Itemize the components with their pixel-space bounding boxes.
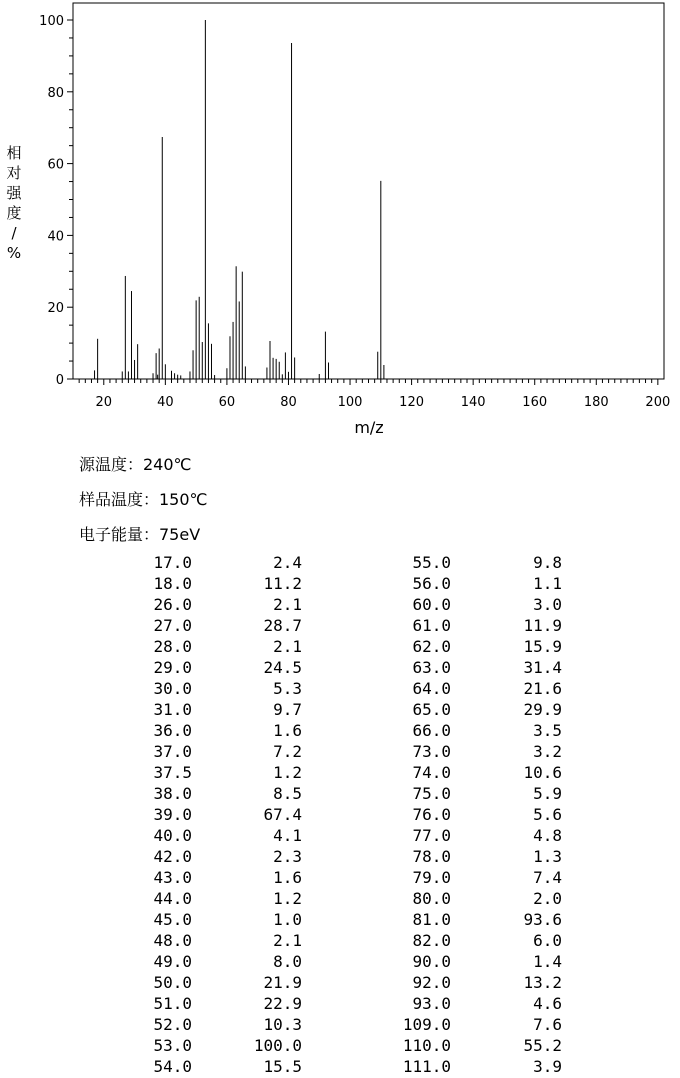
relative-abundance: 5.6 xyxy=(533,805,562,824)
relative-abundance: 5.9 xyxy=(533,784,562,803)
relative-abundance: 1.1 xyxy=(533,574,562,593)
mz-value: 17.0 xyxy=(153,553,192,572)
relative-abundance: 2.1 xyxy=(273,931,302,950)
relative-abundance: 3.9 xyxy=(533,1057,562,1076)
mz-value: 37.5 xyxy=(153,763,192,782)
mz-value: 56.0 xyxy=(412,574,451,593)
mz-value: 51.0 xyxy=(153,994,192,1013)
mz-value: 79.0 xyxy=(412,868,451,887)
mz-value: 80.0 xyxy=(412,889,451,908)
mz-value: 50.0 xyxy=(153,973,192,992)
relative-abundance: 11.9 xyxy=(523,616,562,635)
relative-abundance: 67.4 xyxy=(263,805,302,824)
y-tick-label: 60 xyxy=(47,157,64,173)
relative-abundance: 1.0 xyxy=(273,910,302,929)
mz-value: 52.0 xyxy=(153,1015,192,1034)
relative-abundance: 7.2 xyxy=(273,742,302,761)
relative-abundance: 31.4 xyxy=(523,658,562,677)
x-tick-label: 140 xyxy=(460,395,486,410)
mz-value: 27.0 xyxy=(153,616,192,635)
mz-value: 92.0 xyxy=(412,973,451,992)
relative-abundance: 7.6 xyxy=(533,1015,562,1034)
mz-value: 26.0 xyxy=(153,595,192,614)
relative-abundance: 13.2 xyxy=(523,973,562,992)
mz-value: 36.0 xyxy=(153,721,192,740)
relative-abundance: 4.6 xyxy=(533,994,562,1013)
relative-abundance: 2.4 xyxy=(273,553,302,572)
mz-value: 44.0 xyxy=(153,889,192,908)
mz-value: 54.0 xyxy=(153,1057,192,1076)
mz-value: 93.0 xyxy=(412,994,451,1013)
relative-abundance: 9.8 xyxy=(533,553,562,572)
mz-value: 43.0 xyxy=(153,868,192,887)
relative-abundance: 28.7 xyxy=(263,616,302,635)
mz-value: 78.0 xyxy=(412,847,451,866)
relative-abundance: 6.0 xyxy=(533,931,562,950)
relative-abundance: 1.2 xyxy=(273,889,302,908)
electron-energy: 电子能量：75eV xyxy=(79,525,201,544)
peak-table-right xyxy=(0,553,680,1078)
x-tick-label: 120 xyxy=(399,395,425,410)
mz-value: 90.0 xyxy=(412,952,451,971)
mz-value: 30.0 xyxy=(153,679,192,698)
mz-value: 49.0 xyxy=(153,952,192,971)
mz-value: 63.0 xyxy=(412,658,451,677)
mz-value: 82.0 xyxy=(412,931,451,950)
plot-frame xyxy=(73,3,664,379)
axis-ticks xyxy=(67,20,658,385)
x-tick-label: 20 xyxy=(95,395,113,410)
x-tick-label: 60 xyxy=(218,395,236,410)
mz-value: 31.0 xyxy=(153,700,192,719)
mz-value: 111.0 xyxy=(402,1057,451,1076)
x-tick-label: 40 xyxy=(157,395,174,410)
relative-abundance: 2.1 xyxy=(273,595,302,614)
relative-abundance: 22.9 xyxy=(263,994,302,1013)
relative-abundance: 1.2 xyxy=(273,763,302,782)
relative-abundance: 3.0 xyxy=(533,595,562,614)
sample-temperature: 样品温度：150℃ xyxy=(79,490,208,509)
relative-abundance: 4.1 xyxy=(273,826,302,845)
relative-abundance: 8.5 xyxy=(273,784,302,803)
relative-abundance: 3.5 xyxy=(533,721,562,740)
source-temperature: 源温度：240℃ xyxy=(79,455,192,474)
mz-value: 62.0 xyxy=(412,637,451,656)
mz-value: 53.0 xyxy=(153,1036,192,1055)
x-tick-labels xyxy=(96,395,671,410)
relative-abundance: 8.0 xyxy=(273,952,302,971)
relative-abundance: 55.2 xyxy=(523,1036,562,1055)
relative-abundance: 9.7 xyxy=(273,700,302,719)
relative-abundance: 2.3 xyxy=(273,847,302,866)
relative-abundance: 93.6 xyxy=(523,910,562,929)
mz-value: 39.0 xyxy=(153,805,192,824)
mz-value: 74.0 xyxy=(412,763,451,782)
mz-value: 76.0 xyxy=(412,805,451,824)
mass-spectrum-chart xyxy=(0,0,680,450)
relative-abundance: 1.6 xyxy=(273,721,302,740)
mz-value: 29.0 xyxy=(153,658,192,677)
y-tick-label: 80 xyxy=(47,85,64,101)
relative-abundance: 15.9 xyxy=(523,637,562,656)
mz-value: 18.0 xyxy=(153,574,192,593)
relative-abundance: 21.6 xyxy=(523,679,562,698)
mz-value: 65.0 xyxy=(412,700,451,719)
y-tick-label: 40 xyxy=(47,229,64,245)
mz-value: 48.0 xyxy=(153,931,192,950)
x-tick-label: 80 xyxy=(280,395,297,410)
mz-value: 73.0 xyxy=(412,742,451,761)
relative-abundance: 15.5 xyxy=(263,1057,302,1076)
mz-value: 109.0 xyxy=(402,1015,451,1034)
mz-value: 42.0 xyxy=(153,847,192,866)
y-tick-label: 20 xyxy=(47,301,64,317)
relative-abundance: 1.6 xyxy=(273,868,302,887)
relative-abundance: 3.2 xyxy=(533,742,562,761)
mz-value: 28.0 xyxy=(153,637,192,656)
mz-value: 45.0 xyxy=(153,910,192,929)
relative-abundance: 2.0 xyxy=(533,889,562,908)
relative-abundance: 1.3 xyxy=(533,847,562,866)
x-tick-label: 160 xyxy=(522,395,548,410)
relative-abundance: 11.2 xyxy=(263,574,302,593)
relative-abundance: 21.9 xyxy=(263,973,302,992)
relative-abundance: 4.8 xyxy=(533,826,562,845)
x-axis-label: m/z xyxy=(354,418,384,437)
mz-value: 37.0 xyxy=(153,742,192,761)
mz-value: 61.0 xyxy=(412,616,451,635)
y-tick-labels xyxy=(39,14,64,388)
mz-value: 66.0 xyxy=(412,721,451,740)
relative-abundance: 100.0 xyxy=(253,1036,302,1055)
relative-abundance: 24.5 xyxy=(263,658,302,677)
mz-value: 81.0 xyxy=(412,910,451,929)
relative-abundance: 2.1 xyxy=(273,637,302,656)
mz-value: 110.0 xyxy=(402,1036,451,1055)
mz-value: 64.0 xyxy=(412,679,451,698)
y-axis-label: 相对强度/ % xyxy=(6,144,22,262)
relative-abundance: 1.4 xyxy=(533,952,562,971)
mz-value: 40.0 xyxy=(153,826,192,845)
x-tick-label: 100 xyxy=(337,395,363,410)
relative-abundance: 10.3 xyxy=(263,1015,302,1034)
x-tick-label: 200 xyxy=(645,395,671,410)
mz-value: 55.0 xyxy=(412,553,451,572)
mz-value: 60.0 xyxy=(412,595,451,614)
relative-abundance: 29.9 xyxy=(523,700,562,719)
relative-abundance: 7.4 xyxy=(533,868,562,887)
mz-value: 75.0 xyxy=(412,784,451,803)
relative-abundance: 10.6 xyxy=(523,763,562,782)
relative-abundance: 5.3 xyxy=(273,679,302,698)
y-tick-label: 0 xyxy=(55,373,64,388)
y-tick-label: 100 xyxy=(39,14,64,29)
mz-value: 77.0 xyxy=(412,826,451,845)
spectrum-bars xyxy=(95,20,384,379)
mz-value: 38.0 xyxy=(153,784,192,803)
x-tick-label: 180 xyxy=(583,395,609,410)
